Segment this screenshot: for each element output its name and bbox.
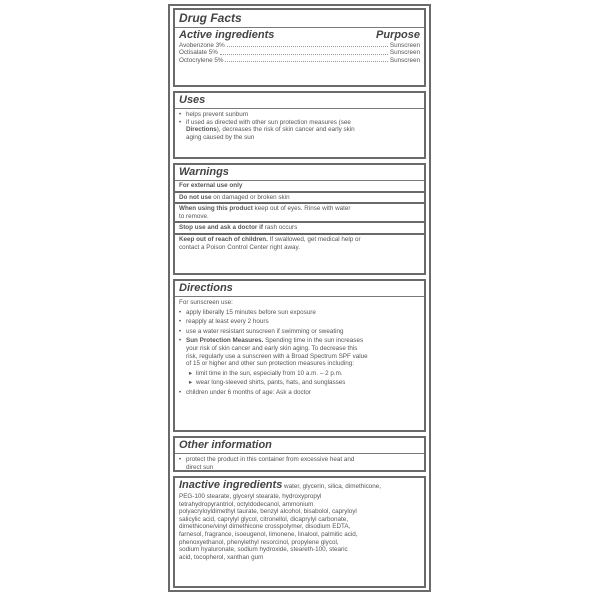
sun-protection-subitem: wear long-sleeved shirts, pants, hats, and sunglasses [196,379,346,387]
directions-intro: For sunscreen use: [179,299,233,306]
inactive-ingredients-line: sodium hyaluronate, sodium hydroxide, steareth-100, stearic [179,546,348,554]
active-row: Octocrylene 5% Sunscreen [179,56,420,64]
inactive-ingredients-line: tetrahydropyrantriol, octyldodecanol, ammonium [179,500,314,508]
inactive-ingredients-line: Inactive ingredients water, glycerin, silica, dimethicone, [179,479,382,491]
keep-out-text-continued: contact a Poison Control Center right away. [179,243,300,251]
inactive-ingredients-section [173,476,426,588]
active-ingredients-heading: Active ingredients [179,29,275,41]
other-information-item: protect the product in this container from excessive heat and [186,456,355,463]
uses-item: if used as directed with other sun protection measures (see [186,118,351,126]
sun-protection-continued: of 15 or higher and other sun protection measures including: [186,360,355,368]
uses-item-continued: Directions), decreases the risk of skin cancer and early skin [186,126,355,134]
keep-out-text: Keep out of reach of children. If swallowed, get medical help or [179,235,361,243]
inactive-ingredients-line: acid, tocopherol, xanthan gum [179,553,264,561]
purpose-heading: Purpose [375,29,420,41]
stop-use-text: Stop use and ask a doctor if rash occurs [179,224,298,232]
when-using-text: When using this product keep out of eyes. Rinse with water [179,205,351,213]
uses-item-continued: aging caused by the sun [186,133,255,141]
uses-item: helps prevent sunburn [186,111,249,118]
uses-section: Uses • helps prevent sunburn • if used as directed with other sun protection measures (see Directions), decreases the risk of skin cancer and early skin aging caused by the sun [173,91,426,159]
sun-protection-subitem: limit time in the sun, especially from 10 a.m. – 2 p.m. [196,369,343,377]
do-not-use-text: Do not use on damaged or broken skin [179,193,290,201]
inactive-ingredients-line: farnesol, fragrance, isoeugenol, limonene, linalool, palmitic acid, [179,530,358,538]
inactive-ingredients-line: PEG-100 stearate, glyceryl stearate, hydroxypropyl [179,493,322,500]
warnings-section [173,163,426,275]
directions-section: Directions For sunscreen use: • apply liberally 15 minutes before sun exposure • reapply at least every 2 hours • use a water resistant sunscreen if swimming or sweating • Sun Protection Measures. Spending time in the sun increases your risk of skin cancer and early skin aging. To decrease this risk, regularly use a sunscreen with a Broad Spectrum SPF value of 15 or higher and other sun protection measures including: ▸ limit time in the sun, especially from 10 a.m. – 2 p.m. ▸ wear long-sleeved shirts, pants, hats, and sunglasses • children under 6 months of age: Ask a doctor [173,279,426,432]
directions-item: use a water resistant sunscreen if swimming or sweating [186,327,344,335]
external-use-text: For external use only [179,182,243,189]
inactive-ingredients-line: polyacryloyldimethyl taurate, benzyl alcohol, bisabolol, capryloyl [179,508,357,516]
other-information-section: Other information • protect the product in this container from excessive heat and direct sun [173,436,426,472]
other-information-continued: direct sun [186,463,214,471]
sun-protection-continued: risk, regularly use a sunscreen with a Broad Spectrum SPF value [186,352,368,360]
sun-protection-item: Sun Protection Measures. Spending time in the sun increases [186,337,364,345]
inactive-ingredients-line: dimethicone/vinyl dimethicone crosspolymer, disodium EDTA, [179,523,351,531]
directions-heading: Directions [179,282,233,294]
warnings-heading: Warnings [179,166,229,178]
inactive-ingredients-line: salicylic acid, caprylyl glycol, citronellol, dicaprylyl carbonate, [179,515,349,523]
directions-item: children under 6 months of age: Ask a doctor [186,388,311,396]
drug-facts-title: Drug Facts [179,11,242,25]
other-information-heading: Other information [179,439,272,451]
active-ingredients-section [173,8,426,87]
inactive-ingredients-heading: Inactive ingredients [179,479,283,491]
drug-facts-panel [168,4,431,592]
uses-heading: Uses [179,94,206,106]
active-row: Avobenzone 3% Sunscreen [179,42,420,49]
active-row: Octisalate 5% Sunscreen [179,49,420,57]
sun-protection-continued: your risk of skin cancer and early skin aging. To decrease this [186,344,358,352]
when-using-text-continued: to remove. [179,212,209,220]
directions-item: reapply at least every 2 hours [186,318,269,326]
inactive-ingredients-line: phenoxyethanol, phenylethyl resorcinol, propylene glycol, [179,538,339,546]
directions-item: apply liberally 15 minutes before sun exposure [186,308,316,316]
